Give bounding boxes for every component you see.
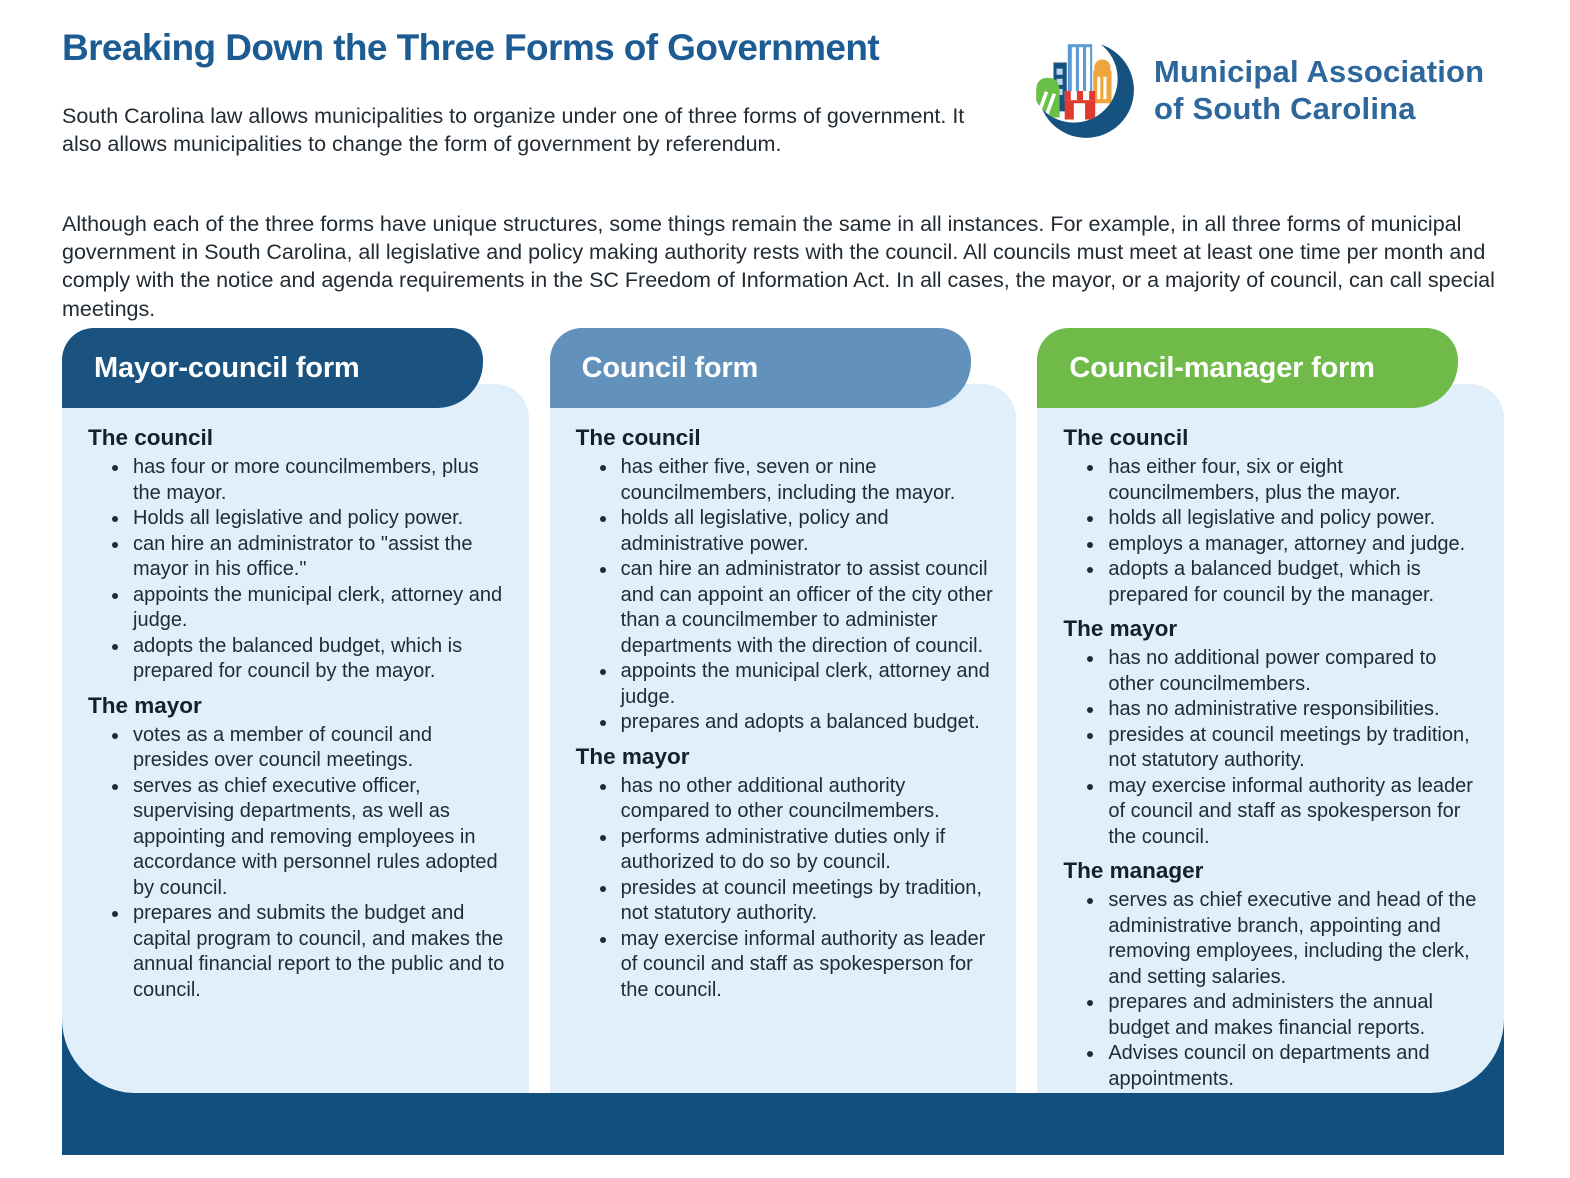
column-body <box>62 384 529 1093</box>
section-heading: The council <box>575 425 701 450</box>
column-title: Mayor-council form <box>94 351 360 384</box>
org-name <box>1154 53 1484 127</box>
bullet-item: • adopts a balanced budget, which is prepared for council by the manager. <box>1105 557 1484 608</box>
column-header <box>550 328 971 408</box>
bullet-item: • has no administrative responsibilities. <box>1105 697 1484 723</box>
bullet-list <box>88 723 509 1004</box>
bullet-list <box>1063 888 1484 1092</box>
section-heading: The council <box>88 425 214 450</box>
bullet-list <box>1063 646 1484 850</box>
bullet-item: • holds all legislative and policy power. <box>1105 506 1484 532</box>
bullet-item: • has either four, six or eight councilmembers, plus the mayor. <box>1105 455 1484 506</box>
bullet-item: • adopts the balanced budget, which is prepared for council by the mayor. <box>130 634 509 685</box>
bullet-item: • can hire an administrator to assist council and can appoint an officer of the city other than a councilmember to administer departments with the direction of council. <box>618 557 997 659</box>
bullet-item: • Advises council on departments and appointments. <box>1105 1041 1484 1092</box>
section-heading: The mayor <box>88 692 202 718</box>
column-title: Council form <box>581 351 759 384</box>
section-heading: The mayor <box>1063 616 1178 642</box>
bullet-item: • has no other additional authority compared to other councilmembers. <box>618 774 997 825</box>
bullet-item: • appoints the municipal clerk, attorney and judge. <box>130 583 509 634</box>
bullet-list <box>576 455 997 736</box>
column-body <box>1037 384 1504 1093</box>
bullet-item: • holds all legislative, policy and administrative power. <box>618 506 997 557</box>
bullet-item: • serves as chief executive officer, supervising departments, as well as appointing and removing employees in accordance with personnel rules adopted by council. <box>130 774 509 902</box>
bullet-item: • has four or more councilmembers, plus the mayor. <box>130 455 509 506</box>
bullet-item: • Holds all legislative and policy power. <box>130 506 509 532</box>
bullet-item: • presides at council meetings by tradition, not statutory authority. <box>1105 723 1484 774</box>
form-card-council-form <box>550 328 1017 1093</box>
form-card-mayor-council-form <box>62 328 529 1093</box>
bullet-list <box>576 774 997 1004</box>
bullet-item: • votes as a member of council and presides over council meetings. <box>130 723 509 774</box>
org-logo <box>1026 34 1484 146</box>
bullet-item: • employs a manager, attorney and judge. <box>1105 532 1484 558</box>
footer-band-decoration <box>62 1093 1504 1155</box>
bullet-item: • prepares and adopts a balanced budget. <box>618 710 997 736</box>
bullet-list <box>1063 455 1484 608</box>
section-heading: The council <box>1063 425 1189 450</box>
bullet-item: • serves as chief executive and head of the administrative branch, appointing and removing employees, including the clerk, and setting salaries. <box>1105 888 1484 990</box>
column-title: Council-manager form <box>1069 351 1375 384</box>
bullet-item: • can hire an administrator to "assist the mayor in his office." <box>130 532 509 583</box>
column-header <box>1037 328 1458 408</box>
form-card-council-manager-form <box>1037 328 1504 1093</box>
bullet-item: • may exercise informal authority as leader of council and staff as spokesperson for the council. <box>1105 774 1484 851</box>
section-heading: The mayor <box>575 743 690 769</box>
bullet-item: • prepares and submits the budget and capital program to council, and makes the annual financial report to the public and to council. <box>130 901 509 1003</box>
bullet-item: • has either five, seven or nine councilmembers, including the mayor. <box>618 455 997 506</box>
column-header <box>62 328 483 408</box>
bullet-list <box>88 455 509 685</box>
bullet-item: • may exercise informal authority as leader of council and staff as spokesperson for the council. <box>618 927 997 1004</box>
bullet-item: • prepares and administers the annual budget and makes financial reports. <box>1105 990 1484 1041</box>
bullet-item: • presides at council meetings by tradition, not statutory authority. <box>618 876 997 927</box>
bullet-item: • has no additional power compared to other councilmembers. <box>1105 646 1484 697</box>
body-paragraph: Although each of the three forms have unique structures, some things remain the same in all instances. For example, in all three forms of municipal government in South Carolina, all legislative and policy making authority rests with the council. All councils must meet at least one time per month and comply with the notice and agenda requirements in the SC Freedom of Information Act. In all cases, the mayor, or a majority of council, can call special meetings. <box>62 211 1495 321</box>
city-skyline-crescent-icon <box>1026 34 1138 146</box>
intro-paragraph: South Carolina law allows municipalities to organize under one of three forms of government. It also allows municipalities to change the form of government by referendum. <box>62 103 965 157</box>
org-name-line1: Municipal Association <box>1154 53 1485 89</box>
org-name-line2: of South Carolina <box>1154 91 1416 126</box>
bullet-item: • performs administrative duties only if authorized to do so by council. <box>618 825 997 876</box>
column-body <box>550 384 1017 1093</box>
bullet-item: • appoints the municipal clerk, attorney and judge. <box>618 659 997 710</box>
page-title: Breaking Down the Three Forms of Government <box>62 27 880 68</box>
section-heading: The manager <box>1063 858 1204 884</box>
form-columns <box>62 328 1504 1093</box>
